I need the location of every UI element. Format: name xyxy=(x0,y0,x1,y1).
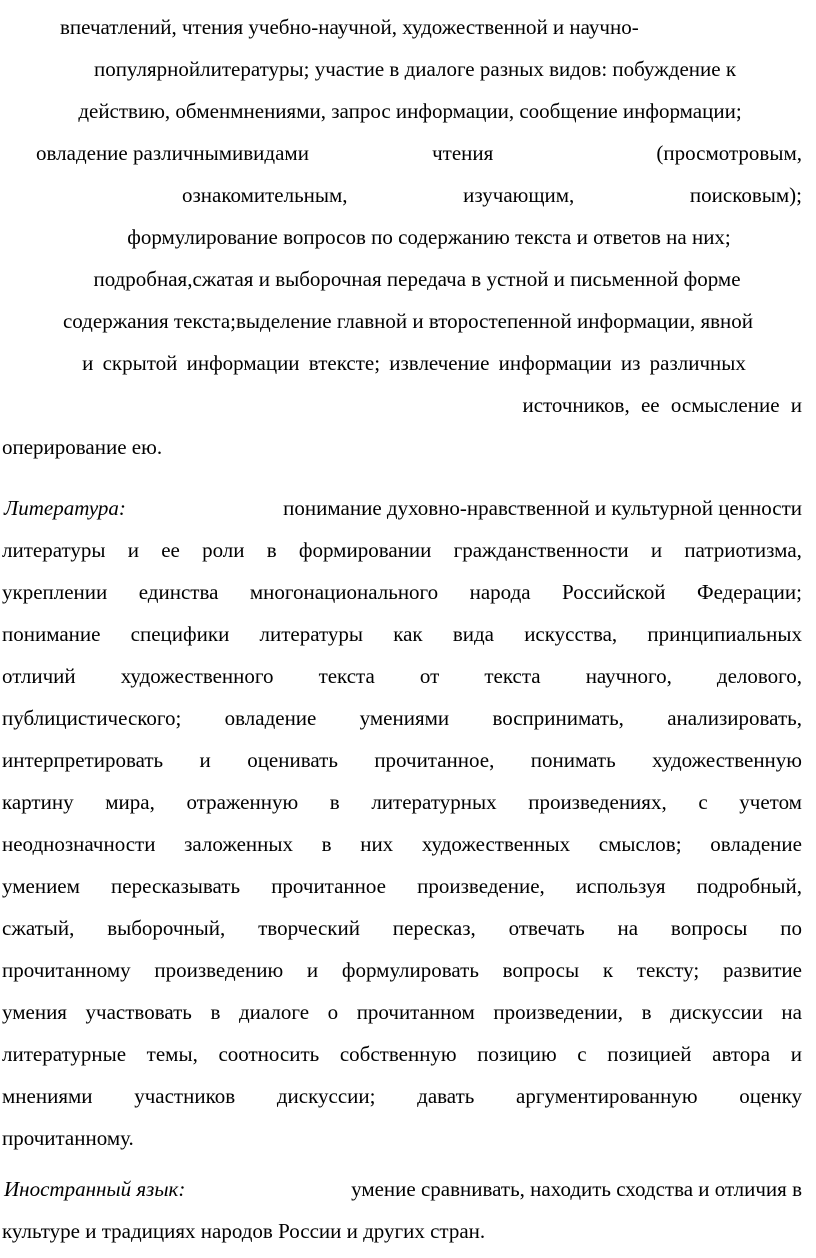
text-line: понимание духовно-нравственной и культурной ценности xyxy=(283,496,802,520)
word: и xyxy=(127,538,139,562)
word: аргументированную xyxy=(516,1084,698,1108)
text-segment: (просмотровым, xyxy=(656,141,802,165)
paragraph-line xyxy=(0,138,816,168)
word: прочитанное xyxy=(271,874,386,898)
word: специфики xyxy=(130,622,230,646)
paragraph-line xyxy=(0,661,816,691)
word: в xyxy=(210,1000,221,1024)
word: искусства, xyxy=(524,622,618,646)
text-line: содержания текста;выделение главной и второстепенной информации, явной xyxy=(62,309,754,333)
paragraph-line xyxy=(0,787,816,817)
word: соотносить xyxy=(218,1042,320,1066)
word: оценивать xyxy=(247,748,338,772)
word: учетом xyxy=(739,790,802,814)
word: пересказывать xyxy=(111,874,241,898)
paragraph-line xyxy=(0,1039,816,1069)
word: публицистического; xyxy=(2,706,182,730)
word: единства xyxy=(138,580,219,604)
paragraph-line xyxy=(0,390,816,420)
paragraph-line xyxy=(0,222,816,252)
paragraph-line xyxy=(0,829,816,859)
foreign-first-line xyxy=(0,1174,816,1204)
paragraph-line xyxy=(0,619,816,649)
word: овладение xyxy=(710,832,802,856)
word: Российской xyxy=(562,580,666,604)
text-line: популярнойлитературы; участие в диалоге разных видов: побуждение к xyxy=(93,57,737,81)
word: овладение xyxy=(224,706,317,730)
paragraph-line xyxy=(0,1216,816,1246)
word: умением xyxy=(2,874,80,898)
word: к xyxy=(602,958,614,982)
text-segment: поисковым); xyxy=(689,183,802,207)
word: вопросы xyxy=(670,916,748,940)
paragraph-line xyxy=(0,1081,816,1111)
literature-label: Литература: xyxy=(4,496,126,520)
word: давать xyxy=(417,1084,475,1108)
word: вида xyxy=(452,622,494,646)
paragraph-line xyxy=(0,745,816,775)
word: воспринимать, xyxy=(492,706,624,730)
word: литературы xyxy=(259,622,364,646)
text-line: культуре и традициях народов России и других стран. xyxy=(2,1219,486,1243)
text-line: оперирование ею. xyxy=(2,435,163,459)
paragraph-line xyxy=(0,703,816,733)
text-segment: чтения xyxy=(432,141,494,165)
paragraph-line xyxy=(0,871,816,901)
paragraph-line xyxy=(0,306,816,336)
word: гражданственности xyxy=(453,538,629,562)
word: автора xyxy=(712,1042,771,1066)
paragraph-line xyxy=(0,180,816,210)
word: художественного xyxy=(120,664,274,688)
word: произведению xyxy=(154,958,284,982)
word: и xyxy=(306,958,319,982)
word: участников xyxy=(134,1084,236,1108)
text-line: умение сравнивать, находить сходства и отличия в xyxy=(351,1177,802,1201)
word: оценку xyxy=(739,1084,802,1108)
word: развитие xyxy=(722,958,802,982)
word: на xyxy=(617,916,639,940)
word: и xyxy=(199,748,211,772)
word: тексту; xyxy=(636,958,700,982)
literature-first-line xyxy=(0,493,816,523)
word: народа xyxy=(469,580,531,604)
word: как xyxy=(393,622,423,646)
text-segment: изучающим, xyxy=(463,183,575,207)
word: прочитанному xyxy=(2,958,131,982)
word: о xyxy=(327,1000,339,1024)
word: произведениях, xyxy=(528,790,667,814)
word: позицией xyxy=(607,1042,692,1066)
word: используя xyxy=(575,874,666,898)
word: на xyxy=(781,1000,802,1024)
word: отраженную xyxy=(186,790,299,814)
word: участвовать xyxy=(85,1000,192,1024)
word: художественных xyxy=(421,832,571,856)
word: темы, xyxy=(146,1042,198,1066)
word: формировании xyxy=(298,538,432,562)
word: произведение, xyxy=(417,874,545,898)
word: текста xyxy=(318,664,375,688)
word: укреплении xyxy=(2,580,108,604)
word: подробный, xyxy=(696,874,802,898)
word: по xyxy=(780,916,802,940)
text-line: подробная,сжатая и выборочная передача в устной и письменной форме xyxy=(93,267,741,291)
paragraph-line xyxy=(0,913,816,943)
word: текста xyxy=(484,664,541,688)
word: с xyxy=(698,790,708,814)
word: умения xyxy=(2,1000,67,1024)
paragraph-line xyxy=(0,432,816,462)
text-line: впечатлений, чтения учебно-научной, художественной и научно- xyxy=(60,15,639,39)
word: роли xyxy=(202,538,245,562)
word: дискуссии xyxy=(670,1000,763,1024)
paragraph-line xyxy=(0,577,816,607)
word: анализировать, xyxy=(667,706,802,730)
word: в xyxy=(329,790,340,814)
paragraph-line xyxy=(0,54,816,84)
word: в xyxy=(641,1000,652,1024)
word: ее xyxy=(161,538,180,562)
word: умениями xyxy=(359,706,450,730)
word: мнениями xyxy=(2,1084,93,1108)
word: творческий xyxy=(258,916,360,940)
paragraph-line xyxy=(0,955,816,985)
word: собственную xyxy=(339,1042,457,1066)
paragraph-line xyxy=(0,997,816,1027)
word: заложенных xyxy=(184,832,293,856)
text-line: источников, ее осмысление и xyxy=(522,393,802,417)
word: выборочный, xyxy=(107,916,226,940)
word: прочитанное, xyxy=(374,748,495,772)
word: отличий xyxy=(2,664,76,688)
text-line: и скрытой информации втексте; извлечение информации из различных xyxy=(82,351,746,375)
word: сжатый, xyxy=(2,916,75,940)
word: литературные xyxy=(2,1042,127,1066)
word: интерпретировать xyxy=(2,748,164,772)
word: формулировать xyxy=(341,958,479,982)
word: с xyxy=(577,1042,587,1066)
word: отвечать xyxy=(508,916,585,940)
word: научного, xyxy=(585,664,672,688)
word: литературных xyxy=(371,790,497,814)
word: картину xyxy=(2,790,74,814)
paragraph-line xyxy=(0,12,816,42)
text-segment: ознакомительным, xyxy=(182,183,348,207)
word: от xyxy=(419,664,440,688)
word: вопросы xyxy=(502,958,580,982)
word: позицию xyxy=(477,1042,557,1066)
word: и xyxy=(790,1042,802,1066)
word: них xyxy=(360,832,394,856)
word: художественную xyxy=(652,748,802,772)
word: в xyxy=(266,538,277,562)
word: патриотизма, xyxy=(684,538,802,562)
text-line: прочитанному. xyxy=(2,1126,134,1150)
word: дискуссии; xyxy=(276,1084,376,1108)
word: многонационального xyxy=(249,580,439,604)
word: Федерации; xyxy=(696,580,802,604)
paragraph-line xyxy=(0,348,816,378)
word: литературы xyxy=(2,538,106,562)
text-segment: овладение различнымивидами xyxy=(36,141,309,165)
word: делового, xyxy=(716,664,802,688)
word: принципиальных xyxy=(647,622,802,646)
paragraph-line xyxy=(0,535,816,565)
word: и xyxy=(650,538,663,562)
text-line: формулирование вопросов по содержанию текста и ответов на них; xyxy=(127,225,731,249)
word: прочитанном xyxy=(356,1000,475,1024)
paragraph-line xyxy=(0,96,816,126)
word: неоднозначности xyxy=(2,832,156,856)
word: произведении, xyxy=(493,1000,623,1024)
word: понимание xyxy=(2,622,101,646)
foreign-label: Иностранный язык: xyxy=(4,1177,186,1201)
word: пересказ, xyxy=(392,916,476,940)
word: в xyxy=(321,832,332,856)
word: понимать xyxy=(530,748,616,772)
word: мира, xyxy=(105,790,155,814)
word: смыслов; xyxy=(598,832,682,856)
word: диалоге xyxy=(238,1000,310,1024)
text-line: действию, обменмнениями, запрос информации, сообщение информации; xyxy=(78,99,742,123)
paragraph-line xyxy=(0,264,816,294)
paragraph-line xyxy=(0,1123,816,1153)
